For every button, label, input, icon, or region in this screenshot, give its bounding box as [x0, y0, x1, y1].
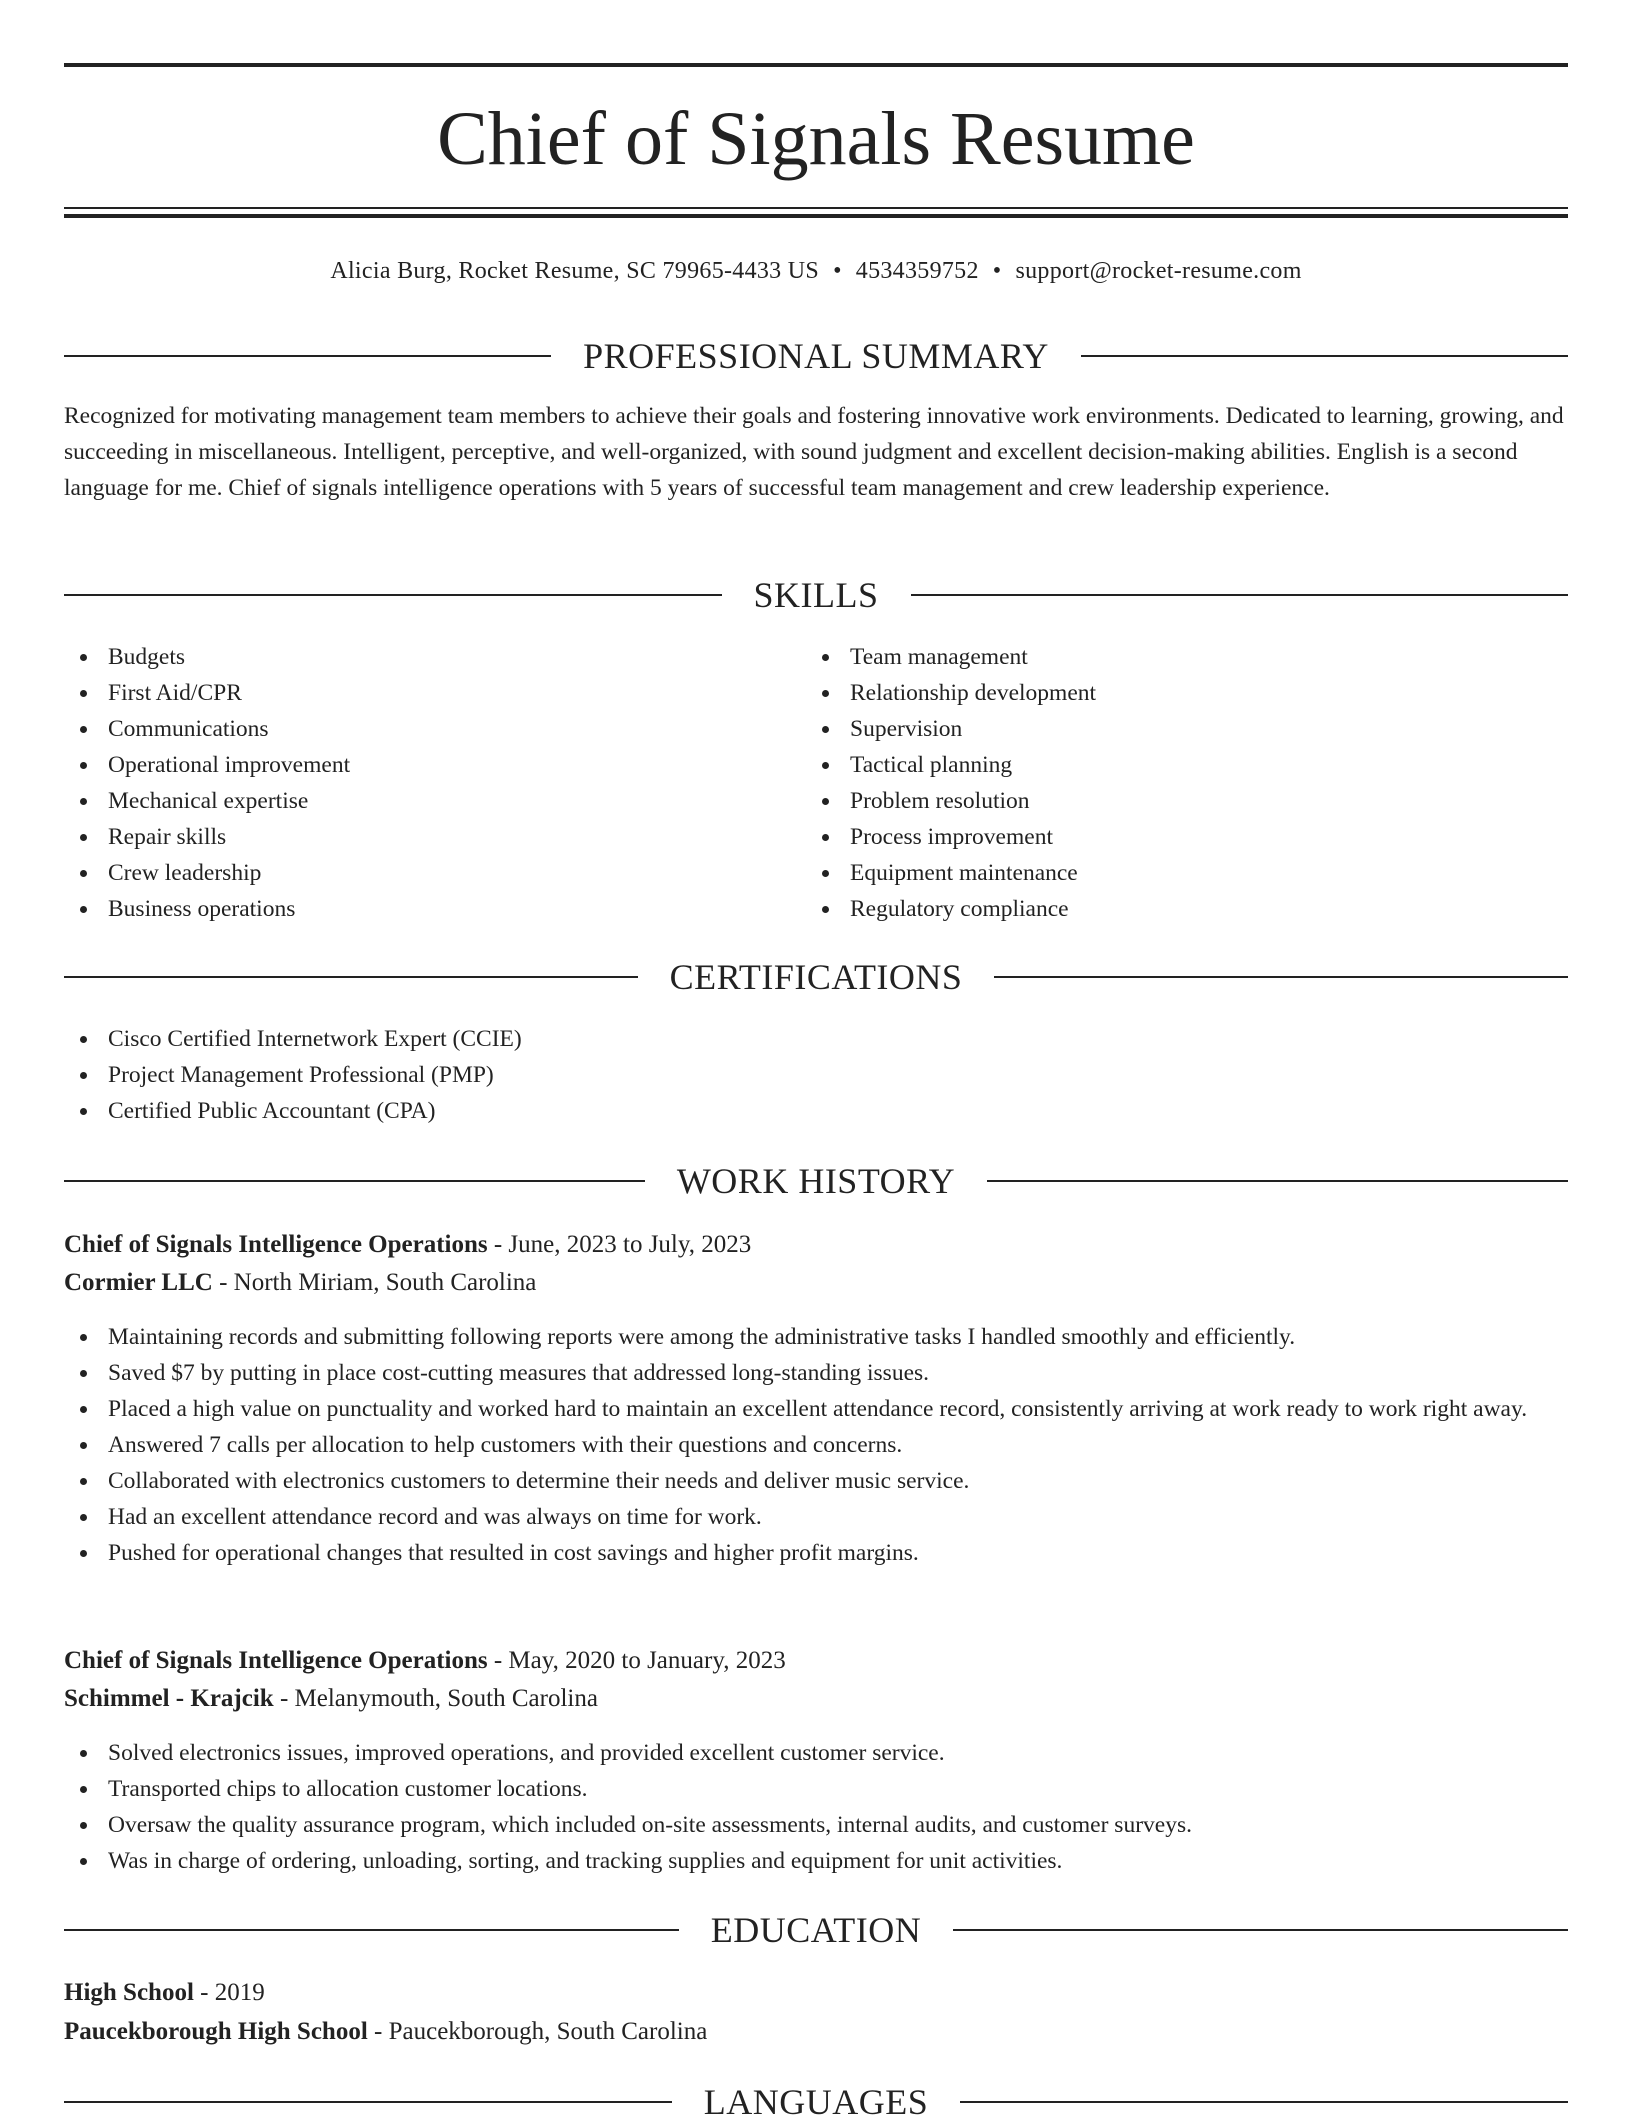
education-school: Paucekborough High School [64, 2018, 368, 2045]
section-heading-education [64, 1908, 1568, 1952]
certification-item: Project Management Professional (PMP) [64, 1057, 1568, 1093]
skill-item: Problem resolution [806, 783, 1546, 819]
job-title: Chief of Signals Intelligence Operations [64, 1647, 488, 1674]
job-title-line [64, 1226, 1568, 1264]
skill-item: Business operations [64, 891, 804, 927]
job-company-line [64, 1264, 1568, 1302]
job-bullet: Oversaw the quality assurance program, which included on-site assessments, internal audits, and customer surveys. [64, 1807, 1568, 1843]
job-bullet: Was in charge of ordering, unloading, sorting, and tracking supplies and equipment for unit activities. [64, 1843, 1568, 1879]
contact-separator: • [833, 258, 842, 284]
skill-item: Repair skills [64, 819, 804, 855]
section-heading-skills [64, 573, 1568, 617]
education-school-line [64, 2013, 1568, 2051]
heading-rule [994, 976, 1568, 978]
job-bullet: Solved electronics issues, improved operations, and provided excellent customer service. [64, 1735, 1568, 1771]
section-title: EDUCATION [710, 1910, 922, 1950]
header-top-rule [64, 63, 1568, 67]
skill-item: Supervision [806, 711, 1546, 747]
job-bullets [64, 1735, 1568, 1879]
skill-item: Communications [64, 711, 804, 747]
job-bullets [64, 1319, 1568, 1571]
contact-separator: • [992, 258, 1002, 284]
certifications-list [64, 1021, 1568, 1129]
job-bullet: Pushed for operational changes that resulted in cost savings and higher profit margins. [64, 1535, 1568, 1571]
job-location: - Melanymouth, South Carolina [273, 1685, 598, 1712]
skill-item: Team management [806, 639, 1546, 675]
job-bullet: Transported chips to allocation customer locations. [64, 1771, 1568, 1807]
section-title: SKILLS [753, 575, 879, 615]
job-title: Chief of Signals Intelligence Operations [64, 1231, 488, 1258]
heading-rule [1081, 355, 1568, 357]
job-bullet: Answered 7 calls per allocation to help customers with their questions and concerns. [64, 1427, 1568, 1463]
job-bullet: Placed a high value on punctuality and worked hard to maintain an excellent attendance record, consistently arriving at work ready to work right away. [64, 1391, 1568, 1427]
section-heading-languages [64, 2080, 1568, 2124]
heading-rule [64, 1929, 679, 1931]
heading-rule [64, 594, 722, 596]
job-dates: - June, 2023 to July, 2023 [487, 1231, 752, 1258]
education-location: - Paucekborough, South Carolina [367, 2018, 708, 2045]
contact-address: Alicia Burg, Rocket Resume, SC 79965-4433 US [330, 258, 820, 284]
heading-rule [64, 2101, 672, 2103]
education-year: - 2019 [193, 1979, 265, 2006]
job-location: - North Miriam, South Carolina [212, 1269, 537, 1296]
section-heading-summary [64, 334, 1568, 378]
job-bullet: Collaborated with electronics customers to determine their needs and deliver music service. [64, 1463, 1568, 1499]
education-degree: High School [64, 1979, 194, 2006]
job-title-line [64, 1642, 1568, 1680]
job-dates: - May, 2020 to January, 2023 [487, 1647, 786, 1674]
skill-item: Tactical planning [806, 747, 1546, 783]
header-rule-upper [64, 207, 1568, 209]
resume-title: Chief of Signals Resume [437, 97, 1195, 181]
section-title: LANGUAGES [703, 2082, 929, 2122]
skill-item: Process improvement [806, 819, 1546, 855]
skills-list-left [64, 639, 804, 927]
skill-item: Mechanical expertise [64, 783, 804, 819]
heading-rule [987, 1180, 1568, 1182]
skill-item: First Aid/CPR [64, 675, 804, 711]
skill-item: Operational improvement [64, 747, 804, 783]
job-bullet: Saved $7 by putting in place cost-cutting measures that addressed long-standing issues. [64, 1355, 1568, 1391]
skill-item: Crew leadership [64, 855, 804, 891]
education-degree-line [64, 1974, 1568, 2012]
skill-item: Relationship development [806, 675, 1546, 711]
certification-item: Certified Public Accountant (CPA) [64, 1093, 1568, 1129]
heading-rule [64, 1180, 645, 1182]
section-title: PROFESSIONAL SUMMARY [583, 336, 1049, 376]
skill-item: Regulatory compliance [806, 891, 1546, 927]
skills-list-right [806, 639, 1546, 927]
skill-item: Budgets [64, 639, 804, 675]
section-heading-work-history [64, 1159, 1568, 1203]
job-bullet: Maintaining records and submitting following reports were among the administrative tasks I handled smoothly and efficiently. [64, 1319, 1568, 1355]
header-rule-lower [64, 214, 1568, 218]
contact-email: support@rocket-resume.com [1015, 258, 1302, 284]
section-heading-certifications [64, 955, 1568, 999]
section-title: WORK HISTORY [676, 1161, 956, 1201]
job-company: Schimmel - Krajcik [64, 1685, 274, 1712]
heading-rule [911, 594, 1569, 596]
section-title: CERTIFICATIONS [669, 957, 963, 997]
summary-text: Recognized for motivating management team members to achieve their goals and fostering innovative work environments. Dedicated to learning, growing, and succeeding in miscellaneous. Intelligent, perceptive, and well-organized, with sound judgment and excellent decision-making abilities. English is a second language for me. Chief of signals intelligence operations with 5 years of successful team management and crew leadership experience. [64, 403, 1564, 501]
heading-rule [64, 976, 638, 978]
certification-item: Cisco Certified Internetwork Expert (CCIE) [64, 1021, 1568, 1057]
skill-item: Equipment maintenance [806, 855, 1546, 891]
job-bullet: Had an excellent attendance record and was always on time for work. [64, 1499, 1568, 1535]
heading-rule [64, 355, 551, 357]
heading-rule [953, 1929, 1568, 1931]
heading-rule [960, 2101, 1568, 2103]
contact-phone: 4534359752 [855, 258, 979, 284]
job-company-line [64, 1680, 1568, 1718]
job-company: Cormier LLC [64, 1269, 213, 1296]
contact-line [64, 254, 1568, 288]
